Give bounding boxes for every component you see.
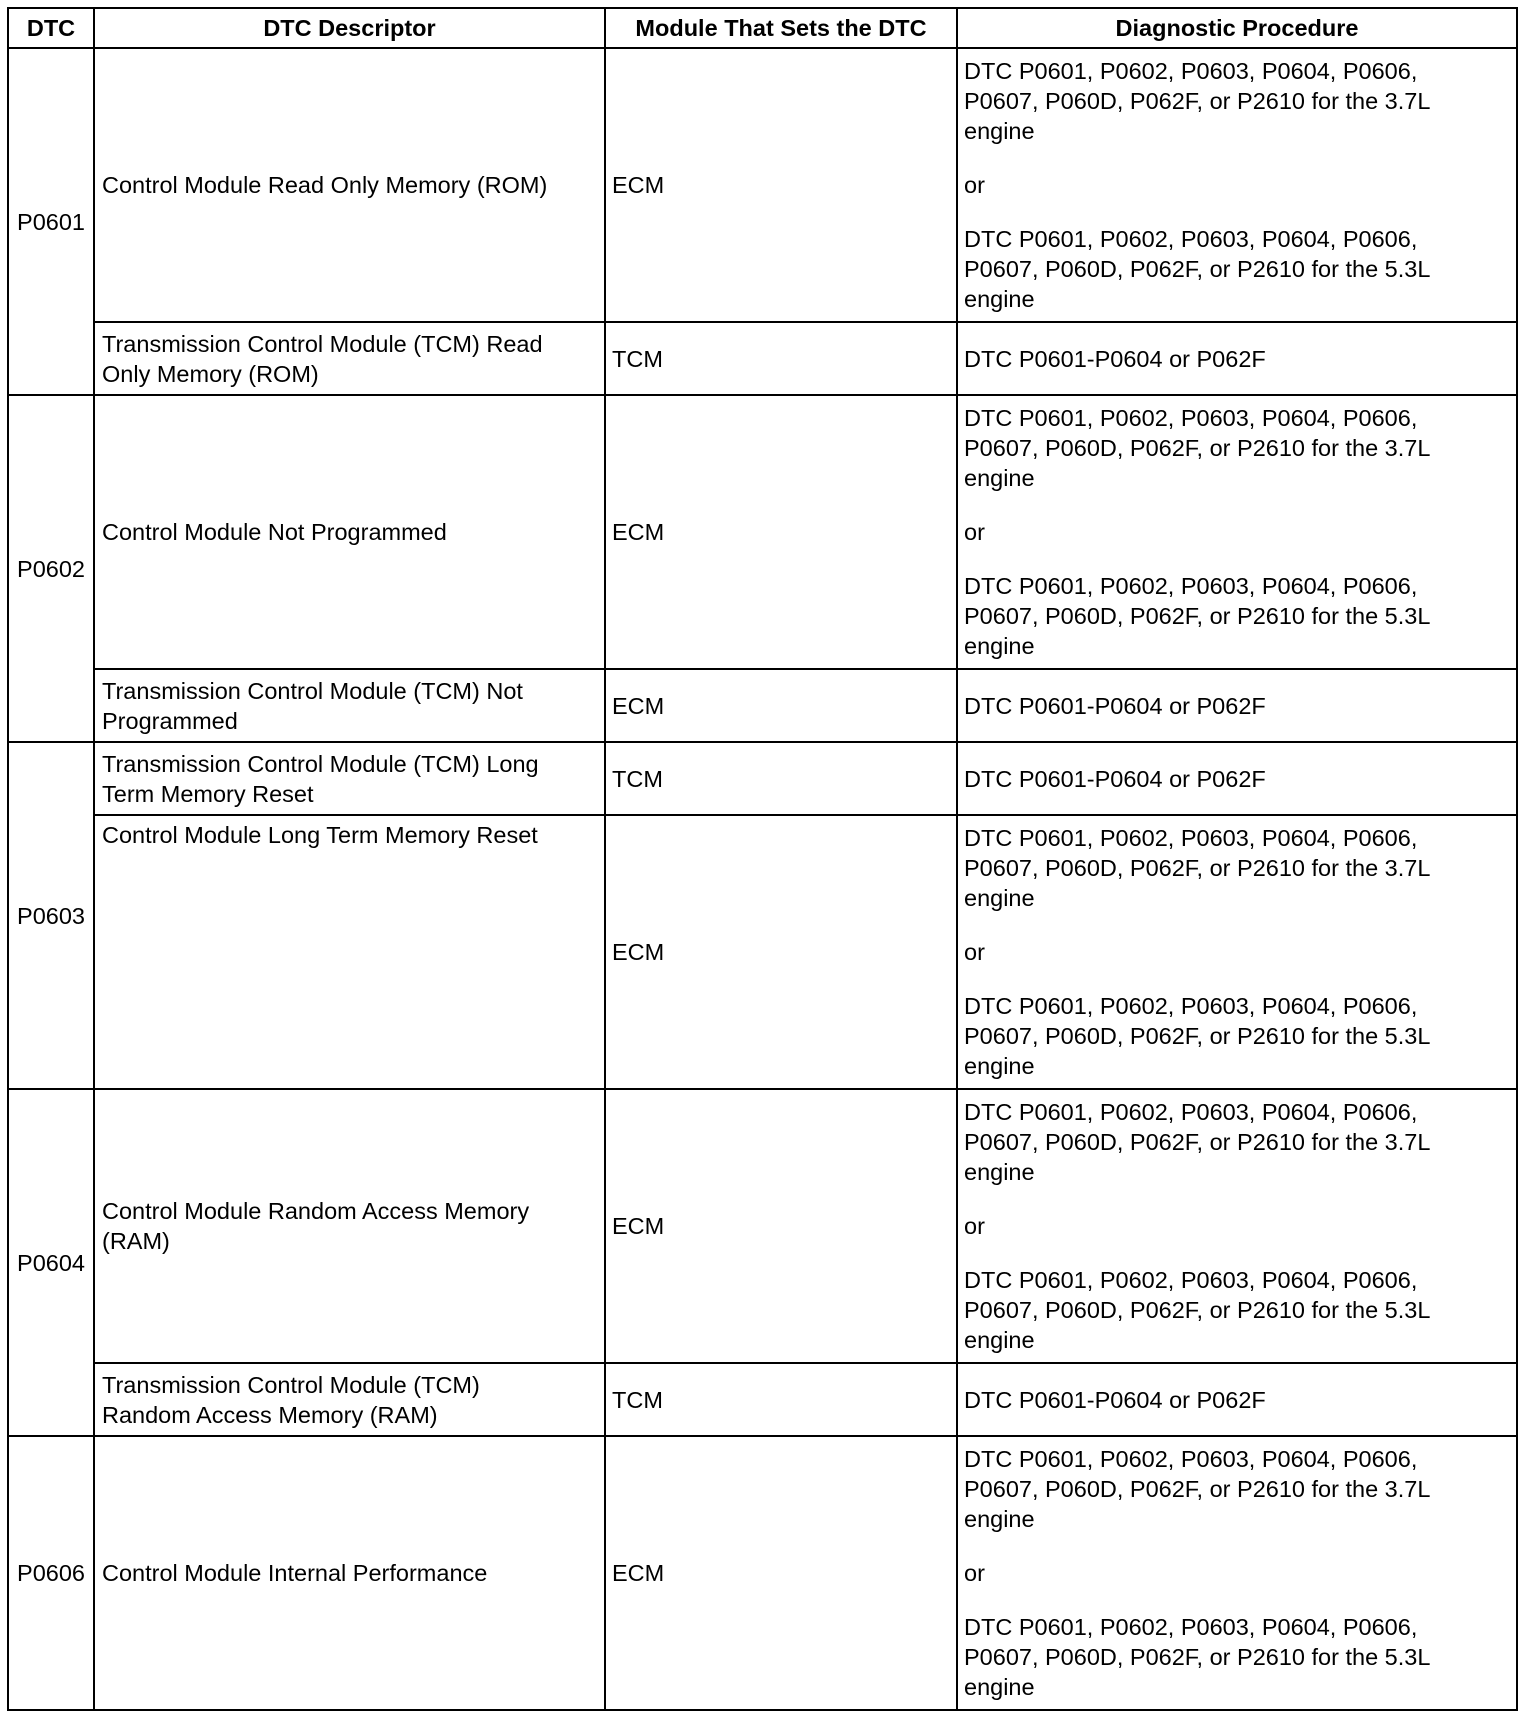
- procedure-line: DTC P0601, P0602, P0603, P0604, P0606,: [964, 226, 1418, 252]
- table-row: [8, 742, 1517, 815]
- procedure-cell: [957, 815, 1517, 1089]
- procedure-or: or: [964, 1560, 985, 1586]
- descriptor-line: Transmission Control Module (TCM) Not: [102, 677, 523, 704]
- header-row: [8, 8, 1517, 48]
- module-cell: TCM: [605, 742, 957, 815]
- procedure-line: DTC P0601, P0602, P0603, P0604, P0606,: [964, 405, 1418, 431]
- procedure-line: P0607, P060D, P062F, or P2610 for the 5.3L: [964, 1644, 1431, 1670]
- descriptor-line: Only Memory (ROM): [102, 360, 319, 387]
- dtc-table: [7, 7, 1518, 1711]
- procedure-cell: DTC P0601-P0604 or P062F: [957, 669, 1517, 742]
- procedure-line: engine: [964, 885, 1035, 911]
- module-cell: ECM: [605, 669, 957, 742]
- table-row: [8, 48, 1517, 322]
- procedure-line: P0607, P060D, P062F, or P2610 for the 3.7L: [964, 1129, 1431, 1155]
- header-dtc: DTC: [8, 8, 94, 48]
- procedure-line: engine: [964, 1506, 1035, 1532]
- procedure-line: P0607, P060D, P062F, or P2610 for the 3.7L: [964, 855, 1431, 881]
- module-cell: ECM: [605, 48, 957, 322]
- procedure-line: P0607, P060D, P062F, or P2610 for the 5.3L: [964, 256, 1431, 282]
- procedure-cell: [957, 1436, 1517, 1710]
- module-cell: TCM: [605, 322, 957, 395]
- descriptor-line: Random Access Memory (RAM): [102, 1401, 438, 1428]
- dtc-descriptor: Control Module Long Term Memory Reset: [94, 815, 605, 1089]
- procedure-line: DTC P0601, P0602, P0603, P0604, P0606,: [964, 1614, 1418, 1640]
- descriptor-line: Transmission Control Module (TCM) Read: [102, 330, 543, 357]
- procedure-line: engine: [964, 1159, 1035, 1185]
- dtc-descriptor: [94, 1363, 605, 1436]
- descriptor-line: (RAM): [102, 1228, 170, 1254]
- procedure-line: engine: [964, 1674, 1035, 1700]
- header-descriptor: DTC Descriptor: [94, 8, 605, 48]
- procedure-or: or: [964, 1213, 985, 1239]
- procedure-line: engine: [964, 465, 1035, 491]
- descriptor-line: Control Module Random Access Memory: [102, 1198, 530, 1224]
- dtc-code: P0604: [8, 1089, 94, 1436]
- procedure-line: DTC P0601, P0602, P0603, P0604, P0606,: [964, 993, 1418, 1019]
- procedure-line: engine: [964, 1327, 1035, 1353]
- procedure-line: DTC P0601, P0602, P0603, P0604, P0606,: [964, 825, 1418, 851]
- dtc-descriptor: Control Module Not Programmed: [94, 395, 605, 669]
- procedure-line: DTC P0601, P0602, P0603, P0604, P0606,: [964, 1267, 1418, 1293]
- module-cell: ECM: [605, 1436, 957, 1710]
- procedure-line: P0607, P060D, P062F, or P2610 for the 5.3L: [964, 1297, 1431, 1323]
- header-module: Module That Sets the DTC: [605, 8, 957, 48]
- descriptor-line: Programmed: [102, 707, 238, 734]
- module-cell: ECM: [605, 1089, 957, 1363]
- dtc-descriptor: [94, 669, 605, 742]
- procedure-or: or: [964, 519, 985, 545]
- procedure-line: engine: [964, 633, 1035, 659]
- dtc-code: P0601: [8, 48, 94, 395]
- procedure-or: or: [964, 939, 985, 965]
- procedure-line: engine: [964, 118, 1035, 144]
- procedure-cell: [957, 395, 1517, 669]
- dtc-code: P0606: [8, 1436, 94, 1710]
- procedure-line: P0607, P060D, P062F, or P2610 for the 3.7L: [964, 435, 1431, 461]
- table-row: [8, 1363, 1517, 1436]
- procedure-cell: DTC P0601-P0604 or P062F: [957, 322, 1517, 395]
- module-cell: ECM: [605, 395, 957, 669]
- table-row: [8, 322, 1517, 395]
- procedure-line: DTC P0601, P0602, P0603, P0604, P0606,: [964, 573, 1418, 599]
- procedure-line: P0607, P060D, P062F, or P2610 for the 3.7L: [964, 1476, 1431, 1502]
- procedure-line: DTC P0601, P0602, P0603, P0604, P0606,: [964, 58, 1418, 84]
- dtc-descriptor: [94, 1089, 605, 1363]
- dtc-code: P0603: [8, 742, 94, 1089]
- dtc-descriptor: Control Module Internal Performance: [94, 1436, 605, 1710]
- procedure-or: or: [964, 172, 985, 198]
- dtc-code: P0602: [8, 395, 94, 742]
- procedure-line: P0607, P060D, P062F, or P2610 for the 5.3L: [964, 1023, 1431, 1049]
- descriptor-line: Transmission Control Module (TCM) Long: [102, 750, 539, 777]
- procedure-line: DTC P0601, P0602, P0603, P0604, P0606,: [964, 1099, 1418, 1125]
- procedure-cell: DTC P0601-P0604 or P062F: [957, 742, 1517, 815]
- module-cell: ECM: [605, 815, 957, 1089]
- module-cell: TCM: [605, 1363, 957, 1436]
- procedure-line: engine: [964, 1053, 1035, 1079]
- descriptor-line: Term Memory Reset: [102, 780, 314, 807]
- procedure-cell: DTC P0601-P0604 or P062F: [957, 1363, 1517, 1436]
- descriptor-line: Transmission Control Module (TCM): [102, 1371, 480, 1398]
- procedure-line: P0607, P060D, P062F, or P2610 for the 3.7L: [964, 88, 1431, 114]
- header-procedure: Diagnostic Procedure: [957, 8, 1517, 48]
- procedure-line: engine: [964, 286, 1035, 312]
- dtc-descriptor: [94, 322, 605, 395]
- table-row: [8, 815, 1517, 1089]
- procedure-line: P0607, P060D, P062F, or P2610 for the 5.3L: [964, 603, 1431, 629]
- procedure-cell: [957, 1089, 1517, 1363]
- table-row: [8, 1436, 1517, 1710]
- table-row: [8, 669, 1517, 742]
- table-row: [8, 1089, 1517, 1363]
- table-row: [8, 395, 1517, 669]
- dtc-descriptor: Control Module Read Only Memory (ROM): [94, 48, 605, 322]
- dtc-descriptor: [94, 742, 605, 815]
- procedure-line: DTC P0601, P0602, P0603, P0604, P0606,: [964, 1446, 1418, 1472]
- procedure-cell: [957, 48, 1517, 322]
